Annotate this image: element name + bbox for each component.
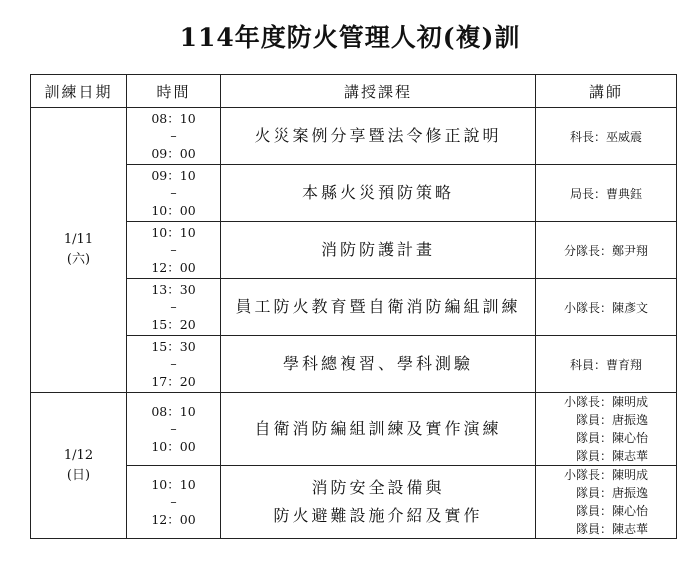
schedule-body [31,108,677,539]
instructor-name: 小隊長：陳彥文 [563,300,648,315]
time-sep: – [170,299,177,315]
time-cell [127,279,221,336]
time-end: 15：20 [151,316,196,332]
time-sep: – [170,494,177,510]
instructor-name: 科員：曹育翔 [569,357,642,372]
time-end: 10：00 [151,438,196,454]
table-row [31,466,677,539]
time-end: 12：00 [151,259,196,275]
time-start: 10：10 [151,224,196,240]
instructor-cell [536,393,677,466]
header-row [31,75,677,108]
time-cell [127,222,221,279]
schedule-table [30,74,677,539]
date-value: 1/11 [63,232,94,247]
date-cell [31,108,127,393]
weekday-value: (日) [66,467,91,483]
table-row [31,336,677,393]
time-cell [127,165,221,222]
table-row [31,222,677,279]
table-row [31,165,677,222]
time-end: 17：20 [151,373,196,389]
time-sep: – [170,185,177,201]
instructor-name: 隊員：陳心怡 [575,504,648,518]
course-title: 消防安全設備與 [311,478,445,497]
time-start: 13：30 [151,281,196,297]
instructor-name: 小隊長：陳明成 [563,468,648,482]
course-cell [221,222,536,279]
course-title: 防火避難設施介紹及實作 [273,506,483,525]
header-time: 時間 [127,75,221,108]
time-start: 15：30 [151,338,196,354]
course-title: 自衛消防編組訓練及實作演練 [254,419,502,438]
instructor-name: 隊員：陳志華 [575,449,648,463]
time-cell [127,336,221,393]
instructor-name: 隊員：唐振逸 [575,486,648,500]
instructor-cell [536,165,677,222]
course-cell [221,108,536,165]
header-course: 講授課程 [221,75,536,108]
page-title: 114年度防火管理人初(複)訓 [179,23,521,52]
table-row [31,393,677,466]
instructor-name: 科長：巫威震 [569,129,642,144]
course-title: 火災案例分享暨法令修正說明 [254,126,502,145]
time-cell [127,393,221,466]
course-title: 員工防火教育暨自衛消防編組訓練 [235,297,521,316]
instructor-cell [536,108,677,165]
course-cell [221,336,536,393]
instructor-name: 隊員：唐振逸 [575,413,648,427]
course-cell [221,165,536,222]
time-end: 12：00 [151,511,196,527]
time-sep: – [170,242,177,258]
instructor-name: 小隊長：陳明成 [563,395,648,409]
time-sep: – [170,356,177,372]
time-start: 08：10 [151,403,196,419]
header-date: 訓練日期 [31,75,127,108]
table-row [31,108,677,165]
time-sep: – [170,128,177,144]
time-end: 09：00 [151,145,196,161]
time-start: 09：10 [151,167,196,183]
time-sep: – [170,421,177,437]
time-cell [127,466,221,539]
course-cell [221,466,536,539]
course-cell [221,279,536,336]
instructor-name: 隊員：陳志華 [575,522,648,536]
course-title: 消防防護計畫 [320,240,435,259]
course-title: 本縣火災預防策略 [301,183,454,202]
date-value: 1/12 [63,447,94,463]
instructor-cell [536,279,677,336]
course-title: 學科總複習、學科測驗 [282,354,473,373]
instructor-name: 分隊長：鄭尹翔 [563,243,648,258]
instructor-cell [536,336,677,393]
header-instructor: 講師 [536,75,677,108]
weekday-value: (六) [66,252,91,267]
instructor-cell [536,466,677,539]
date-cell [31,393,127,539]
time-end: 10：00 [151,202,196,218]
time-start: 10：10 [151,476,196,492]
instructor-name: 隊員：陳心怡 [575,431,648,445]
instructor-cell [536,222,677,279]
table-row [31,279,677,336]
instructor-name: 局長：曹典鈺 [569,186,642,201]
time-start: 08：10 [151,110,196,126]
course-cell [221,393,536,466]
time-cell [127,108,221,165]
